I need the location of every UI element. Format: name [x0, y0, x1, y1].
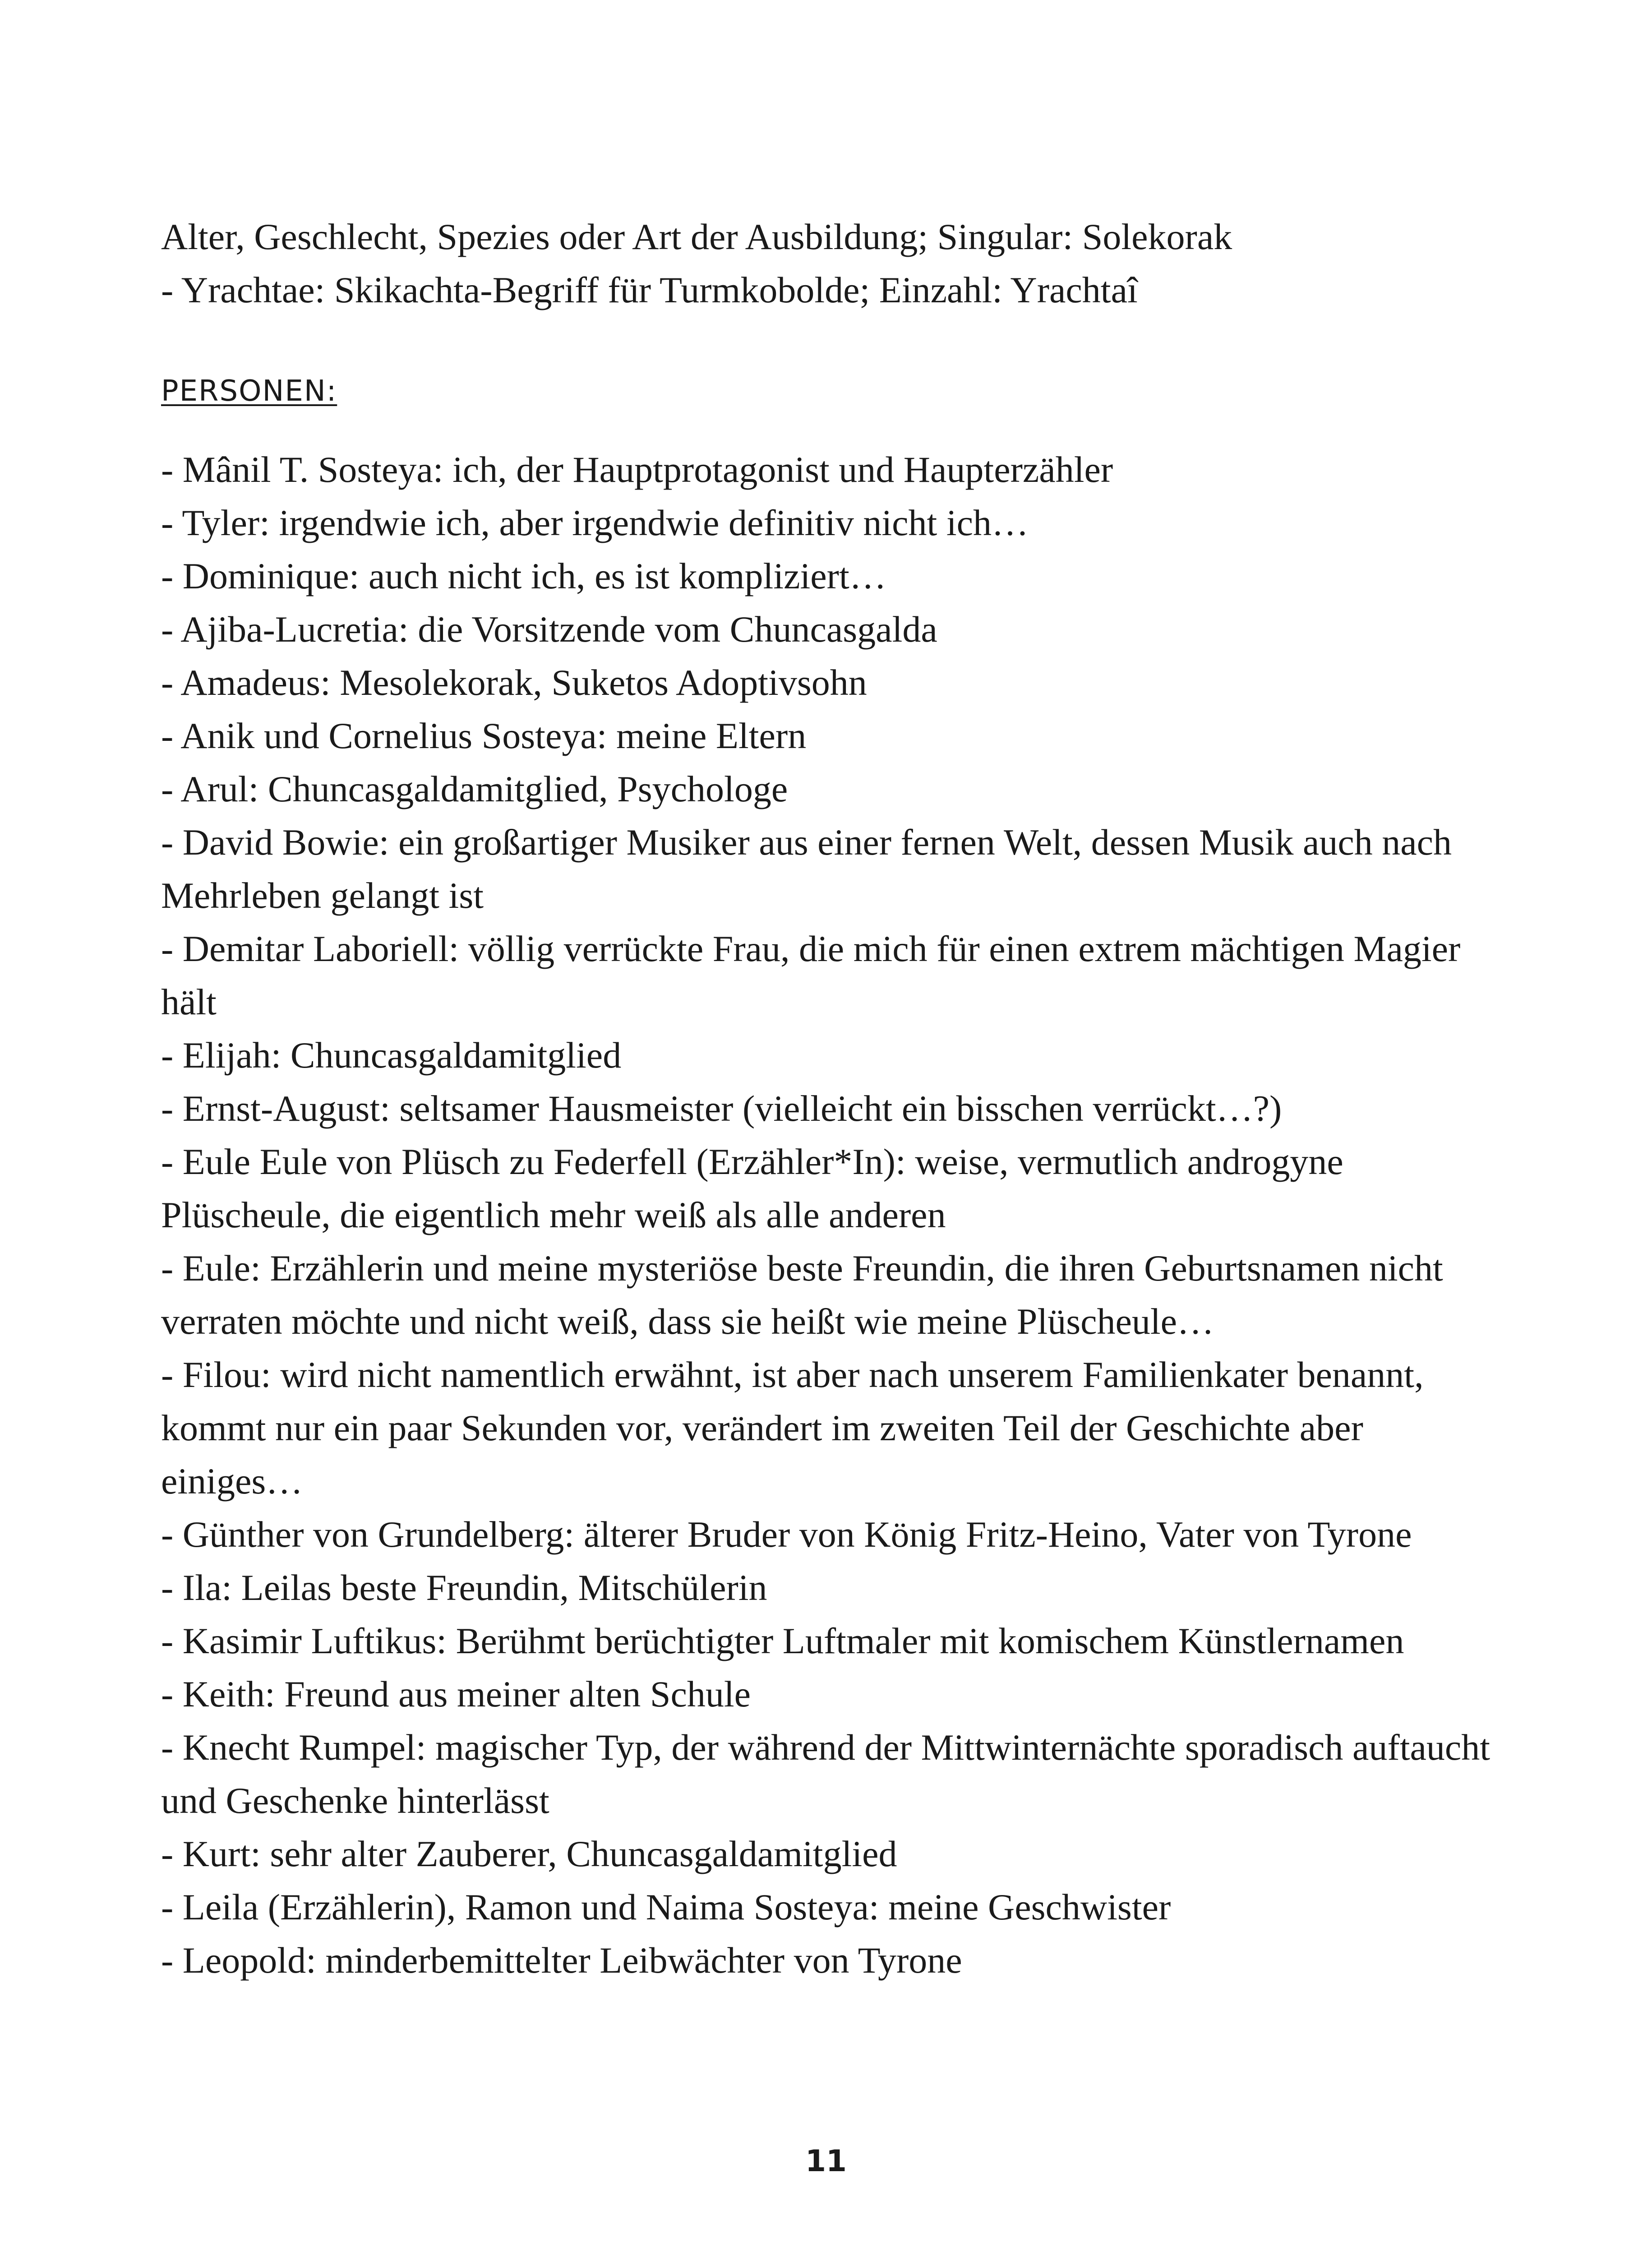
- person-entry: - Demitar Laboriell: völlig verrückte Frau, die mich für einen extrem mächtigen Magier hält: [161, 928, 1461, 1022]
- person-entry: - Ajiba-Lucretia: die Vorsitzende vom Chuncasgalda: [161, 609, 937, 650]
- person-entry: - Eule: Erzählerin und meine mysteriöse beste Freundin, die ihren Geburtsnamen nicht verraten möchte und nicht weiß, dass sie heißt wie meine Plüscheule…: [161, 1248, 1443, 1342]
- person-entry: - David Bowie: ein großartiger Musiker aus einer fernen Welt, dessen Musik auch nach Mehrleben gelangt ist: [161, 822, 1452, 916]
- person-entry: - Keith: Freund aus meiner alten Schule: [161, 1674, 751, 1715]
- persons-list: [161, 443, 1492, 1987]
- glossary-line: Alter, Geschlecht, Spezies oder Art der Ausbildung; Singular: Solekorak: [161, 216, 1232, 257]
- person-entry: - Dominique: auch nicht ich, es ist kompliziert…: [161, 555, 886, 596]
- page-content: [161, 210, 1492, 1987]
- person-entry: - Günther von Grundelberg: älterer Bruder von König Fritz-Heino, Vater von Tyrone: [161, 1514, 1412, 1555]
- person-entry: - Anik und Cornelius Sosteya: meine Eltern: [161, 715, 807, 756]
- person-entry: - Leila (Erzählerin), Ramon und Naima Sosteya: meine Geschwister: [161, 1886, 1171, 1928]
- person-entry: - Elijah: Chuncasgaldamitglied: [161, 1035, 622, 1076]
- section-heading: PERSONEN:: [161, 374, 337, 408]
- person-entry: - Kasimir Luftikus: Berühmt berüchtigter Luftmaler mit komischem Künstlernamen: [161, 1620, 1404, 1661]
- person-entry: - Eule Eule von Plüsch zu Federfell (Erzähler*In): weise, vermutlich androgyne Plüscheule, die eigentlich mehr weiß als alle anderen: [161, 1141, 1343, 1235]
- glossary-continuation: [161, 210, 1492, 317]
- person-entry: - Mânil T. Sosteya: ich, der Hauptprotagonist und Haupterzähler: [161, 449, 1113, 490]
- person-entry: - Amadeus: Mesolekorak, Suketos Adoptivsohn: [161, 662, 867, 703]
- person-entry: - Ernst-August: seltsamer Hausmeister (vielleicht ein bisschen verrückt…?): [161, 1088, 1282, 1129]
- person-entry: - Knecht Rumpel: magischer Typ, der während der Mittwinternächte sporadisch auftaucht und Geschenke hinterlässt: [161, 1727, 1490, 1821]
- person-entry: - Filou: wird nicht namentlich erwähnt, ist aber nach unserem Familienkater benannt, kommt nur ein paar Sekunden vor, verändert im zweiten Teil der Geschichte aber einiges…: [161, 1354, 1424, 1502]
- person-entry: - Arul: Chuncasgaldamitglied, Psychologe: [161, 768, 788, 809]
- person-entry: - Tyler: irgendwie ich, aber irgendwie definitiv nicht ich…: [161, 502, 1029, 543]
- person-entry: - Ila: Leilas beste Freundin, Mitschülerin: [161, 1567, 767, 1608]
- person-entry: - Kurt: sehr alter Zauberer, Chuncasgaldamitglied: [161, 1833, 897, 1874]
- glossary-line: - Yrachtae: Skikachta-Begriff für Turmkobolde; Einzahl: Yrachtaî: [161, 269, 1138, 310]
- person-entry: - Leopold: minderbemittelter Leibwächter von Tyrone: [161, 1940, 962, 1981]
- page-number: 11: [805, 2144, 847, 2178]
